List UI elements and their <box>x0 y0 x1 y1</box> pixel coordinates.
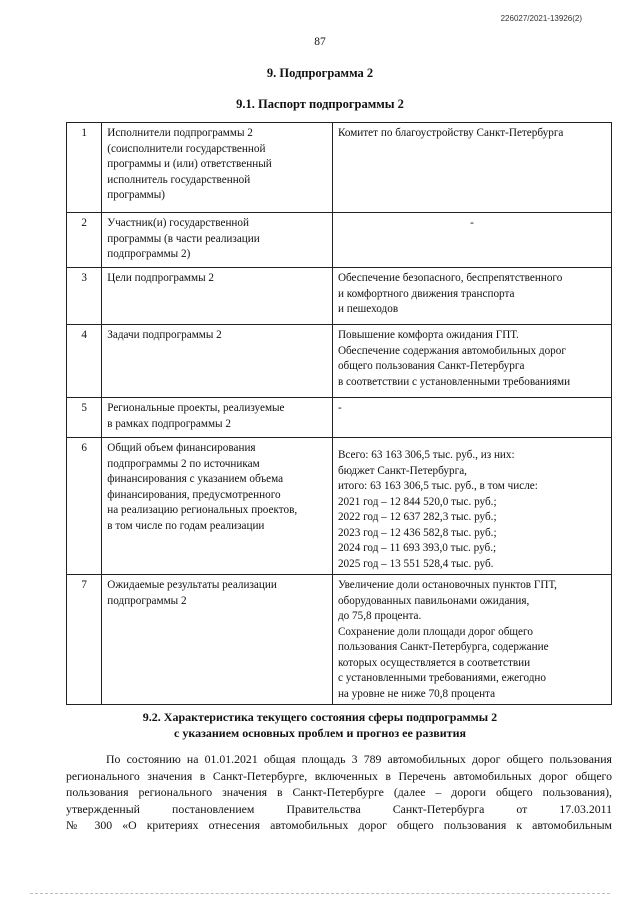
label-line: в рамках подпрограммы 2 <box>107 417 231 430</box>
paragraph-line: № 300 «О критериях отнесения автомобильных дорог общего пользования к автомобильным <box>66 818 612 832</box>
row-label <box>102 438 333 575</box>
table-row <box>67 268 612 325</box>
table-row <box>67 213 612 268</box>
value-line: на уровне не ниже 70,8 процента <box>337 687 496 700</box>
value-line: Обеспечение содержания автомобильных дорог <box>337 344 566 357</box>
value-line: пользования Санкт-Петербурга, содержание <box>337 641 549 653</box>
value-line: Увеличение доли остановочных пунктов ГПТ, <box>337 579 557 591</box>
row-number: 4 <box>67 325 102 398</box>
value-line: бюджет Санкт-Петербурга, <box>337 464 467 477</box>
row-value <box>332 325 611 398</box>
page-number: 87 <box>314 36 326 48</box>
value-line: итого: 63 163 306,5 тыс. руб., в том числе: <box>337 480 538 492</box>
value-line: - <box>337 402 342 414</box>
paragraph-line: пользования регионального значения в Санкт-Петербурге (далее – дороги общего пользования), <box>66 785 612 799</box>
value-line: 2023 год – 12 436 582,8 тыс. руб.; <box>337 526 497 539</box>
subsection-heading: 9.1. Паспорт подпрограммы 2 <box>236 97 404 111</box>
label-line: подпрограммы 2) <box>107 248 191 260</box>
row-value <box>332 123 611 213</box>
page-edge-divider <box>30 893 610 894</box>
value-line: и комфортного движения транспорта <box>337 287 515 300</box>
value-line: Сохранение доли площади дорог общего <box>337 625 533 638</box>
row-label <box>102 123 333 213</box>
label-line: Задачи подпрограммы 2 <box>107 329 222 341</box>
value-line: которых осуществляется в соответствии <box>337 656 531 669</box>
table-row <box>67 438 612 575</box>
row-number: 7 <box>67 575 102 705</box>
value-line: Комитет по благоустройству Санкт-Петербурга <box>337 127 564 139</box>
label-line: Участник(и) государственной <box>107 217 249 229</box>
label-line: финансирования, предусмотренного <box>107 488 281 501</box>
value-line: 2021 год – 12 844 520,0 тыс. руб.; <box>337 495 497 508</box>
label-line: исполнитель государственной <box>107 173 251 186</box>
value-line: оборудованных павильонами ожидания, <box>337 594 530 607</box>
table-row <box>67 123 612 213</box>
label-line: финансирования с указанием объема <box>107 473 284 485</box>
value-line: 2024 год – 11 693 393,0 тыс. руб.; <box>337 542 497 554</box>
label-line: программы (в части реализации <box>107 232 260 245</box>
passport-table <box>66 122 612 705</box>
label-line: Общий объем финансирования <box>107 442 256 454</box>
row-number: 2 <box>67 213 102 268</box>
value-line: - <box>470 217 474 229</box>
row-label <box>102 398 333 438</box>
row-number: 5 <box>67 398 102 438</box>
row-label <box>102 268 333 325</box>
value-line: до 75,8 процента. <box>337 610 422 622</box>
row-label <box>102 325 333 398</box>
heading-line: 9.2. Характеристика текущего состояния сферы подпрограммы 2 <box>142 710 498 724</box>
row-label <box>102 575 333 705</box>
row-value <box>332 398 611 438</box>
table-row <box>67 398 612 438</box>
document-id: 226027/2021-13926(2) <box>500 14 582 23</box>
paragraph-line: По состоянию на 01.01.2021 общая площадь 3 789 автомобильных дорог общего пользования <box>106 752 612 766</box>
value-line: общего пользования Санкт-Петербурга <box>337 360 525 372</box>
paragraph-line: регионального значения в Санкт-Петербурге, включенных в Перечень автомобильных дорог общего <box>66 768 612 783</box>
row-number: 6 <box>67 438 102 575</box>
row-value <box>332 575 611 705</box>
table-row <box>67 325 612 398</box>
table-row <box>67 575 612 705</box>
label-line: подпрограммы 2 по источникам <box>107 457 260 470</box>
section-heading: 9. Подпрограмма 2 <box>266 66 374 80</box>
row-label <box>102 213 333 268</box>
value-line: Всего: 63 163 306,5 тыс. руб., из них: <box>337 449 515 461</box>
value-line: Обеспечение безопасного, беспрепятственного <box>337 272 563 284</box>
label-line: подпрограммы 2 <box>107 594 187 607</box>
label-line: на реализацию региональных проектов, <box>107 504 298 516</box>
label-line: Исполнители подпрограммы 2 <box>107 127 253 139</box>
value-line: 2022 год – 12 637 282,3 тыс. руб.; <box>337 511 497 523</box>
heading-line: с указанием основных проблем и прогноз ее развития <box>174 726 466 740</box>
value-line: 2025 год – 13 551 528,4 тыс. руб. <box>337 557 494 570</box>
row-value <box>332 438 611 575</box>
row-value <box>332 268 611 325</box>
row-value <box>332 213 611 268</box>
value-line: и пешеходов <box>337 303 399 315</box>
body-paragraph <box>66 751 612 834</box>
label-line: Ожидаемые результаты реализации <box>107 579 277 591</box>
value-line: Повышение комфорта ожидания ГПТ. <box>337 329 519 341</box>
value-line: с установленными требованиями, ежегодно <box>337 672 546 684</box>
section-heading-9-2 <box>0 709 640 741</box>
value-line: в соответствии с установленными требованиями <box>337 375 571 388</box>
label-line: Региональные проекты, реализуемые <box>107 402 285 414</box>
row-number: 3 <box>67 268 102 325</box>
label-line: программы и (или) ответственный <box>107 158 272 170</box>
label-line: в том числе по годам реализации <box>107 519 265 532</box>
label-line: (соисполнители государственной <box>107 142 266 155</box>
label-line: программы) <box>107 189 165 201</box>
label-line: Цели подпрограммы 2 <box>107 272 215 284</box>
paragraph-line: утвержденный постановлением Правительства Санкт-Петербурга от 17.03.2011 <box>66 801 612 816</box>
row-number: 1 <box>67 123 102 213</box>
